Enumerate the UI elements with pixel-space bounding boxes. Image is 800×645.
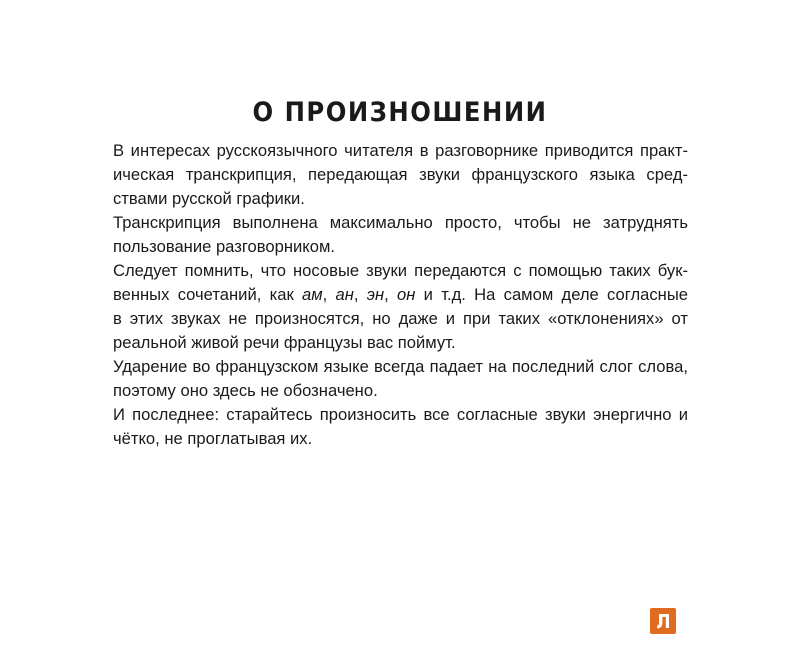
page-title: О ПРОИЗНОШЕНИИ bbox=[252, 97, 548, 128]
text-line: Следует помнить, что носовые звуки передаются с помощью таких бук- bbox=[113, 261, 688, 280]
example-on: он bbox=[397, 285, 416, 304]
text-line: ическая транскрипция, передающая звуки французского языка сред- bbox=[113, 165, 688, 184]
example-en: эн bbox=[366, 285, 385, 304]
text-line: И последнее: старайтесь произносить все согласные звуки энергично и bbox=[113, 405, 688, 424]
example-am: ам bbox=[302, 285, 323, 304]
text-line: реальной живой речи французы вас поймут. bbox=[113, 333, 456, 352]
text-line: в этих звуках не произносятся, но даже и при таких «отклонениях» от bbox=[113, 309, 688, 328]
litres-logo-glyph bbox=[652, 610, 674, 632]
text-line: В интересах русскоязычного читателя в разговорнике приводится практ- bbox=[113, 141, 688, 160]
examples-intro: венных сочетаний, как bbox=[113, 285, 302, 304]
litres-logo-icon bbox=[650, 608, 676, 634]
text-line: ствами русской графики. bbox=[113, 189, 305, 208]
text-line-with-examples: венных сочетаний, как ам, ан, эн, он и т.д. На самом деле согласные bbox=[113, 285, 688, 304]
text-line: Ударение во французском языке всегда падает на последний слог слова, bbox=[113, 357, 688, 376]
text-line: Транскрипция выполнена максимально просто, чтобы не затруднять bbox=[113, 213, 688, 232]
text-line: пользование разговорником. bbox=[113, 237, 335, 256]
text-line: поэтому оно здесь не обозначено. bbox=[113, 381, 378, 400]
body-text bbox=[113, 139, 688, 451]
example-an: ан bbox=[335, 285, 354, 304]
text-line: чётко, не проглатывая их. bbox=[113, 429, 313, 448]
examples-outro: и т.д. На самом деле согласные bbox=[415, 285, 688, 304]
